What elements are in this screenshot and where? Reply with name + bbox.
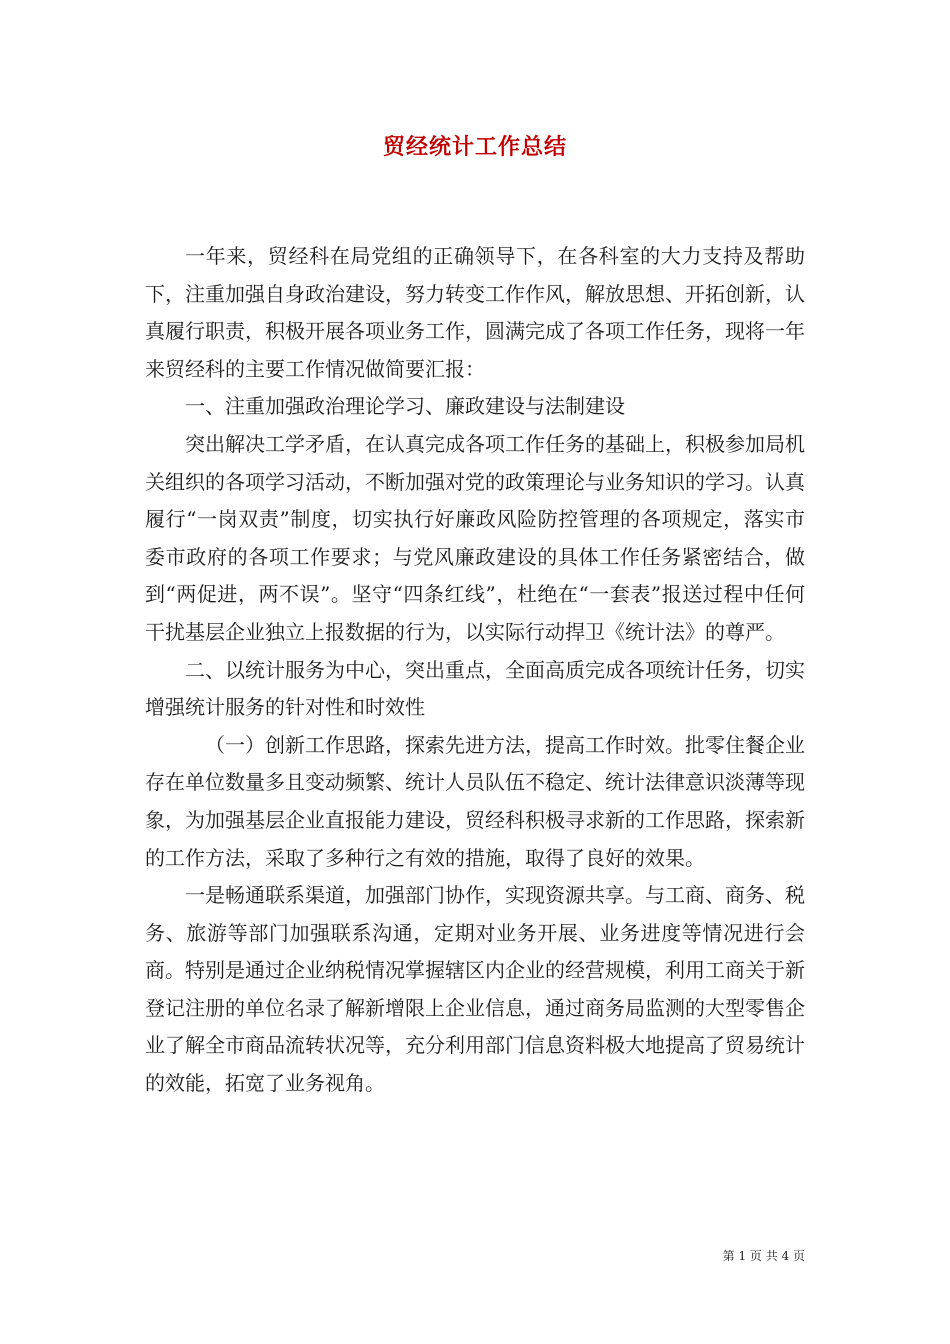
- section-heading-2: 二、以统计服务为中心，突出重点，全面高质完成各项统计任务，切实增强统计服务的针对性和时效性: [145, 657, 805, 720]
- page-indicator: 第 1 页 共 4 页: [722, 1249, 805, 1263]
- document-title: 贸经统计工作总结: [382, 134, 567, 160]
- subsection-heading-1: （一）创新工作思路，探索先进方法，提高工作时效。批零住餐企业存在单位数量多且变动频繁、统计人员队伍不稳定、统计法律意识淡薄等现象，为加强基层企业直报能力建设，贸经科积极寻求新的工作思路，探索新的工作方法，采取了多种行之有效的措施，取得了良好的效果。: [145, 732, 805, 870]
- document-body: [145, 238, 805, 1103]
- paragraph-item-1: 一是畅通联系渠道，加强部门协作，实现资源共享。与工商、商务、税务、旅游等部门加强联系沟通，定期对业务开展、业务进度等情况进行会商。特别是通过企业纳税情况掌握辖区内企业的经营规模，利用工商关于新登记注册的单位名录了解新增限上企业信息，通过商务局监测的大型零售企业了解全市商品流转状况等，充分利用部门信息资料极大地提高了贸易统计的效能，拓宽了业务视角。: [145, 883, 805, 1096]
- paragraph-intro: 一年来，贸经科在局党组的正确领导下，在各科室的大力支持及帮助下，注重加强自身政治建设，努力转变工作作风，解放思想、开拓创新，认真履行职责，积极开展各项业务工作，圆满完成了各项工作任务，现将一年来贸经科的主要工作情况做简要汇报：: [145, 244, 805, 381]
- paragraph-section-1: 突出解决工学矛盾，在认真完成各项工作任务的基础上，积极参加局机关组织的各项学习活动，不断加强对党的政策理论与业务知识的学习。认真履行“一岗双责”制度，切实执行好廉政风险防控管理的各项规定，落实市委市政府的各项工作要求；与党风廉政建设的具体工作任务紧密结合，做到“两促进，两不误”。坚守“四条红线”，杜绝在“一套表”报送过程中任何干扰基层企业独立上报数据的行为，以实际行动捍卫《统计法》的尊严。: [145, 431, 805, 644]
- section-heading-1: 一、注重加强政治理论学习、廉政建设与法制建设: [185, 394, 625, 419]
